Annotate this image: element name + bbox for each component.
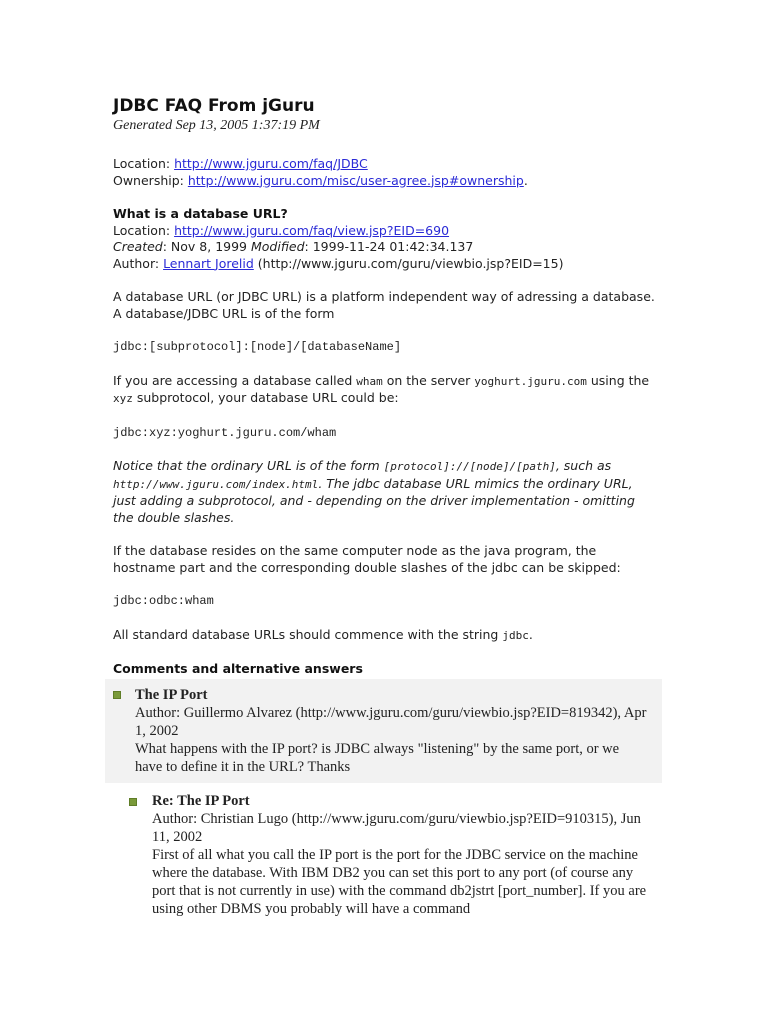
p5-text-b: . <box>528 626 533 642</box>
question-author-label: Author: <box>113 255 164 271</box>
code-example-1: jdbc:[subprotocol]:[node]/[databaseName] <box>113 340 402 354</box>
reply-title: Re: The IP Port <box>152 793 250 809</box>
reply-body-wrapper <box>152 792 652 918</box>
p2-code-subprotocol: xyz <box>113 392 133 405</box>
ownership-line <box>113 173 658 190</box>
comment-author: Author: Guillermo Alvarez (http://www.jguru.com/guru/viewbio.jsp?EID=819342), Apr 1, 2002 <box>135 705 647 739</box>
ownership-label: Ownership: <box>113 172 188 188</box>
bullet-icon <box>113 691 121 699</box>
question-location-label: Location: <box>113 222 175 238</box>
comment-title: The IP Port <box>135 687 208 703</box>
created-label: Created <box>113 239 163 254</box>
question-author-line <box>113 256 658 273</box>
page-title: JDBC FAQ From jGuru <box>113 96 315 116</box>
p2-code-database: wham <box>356 374 383 388</box>
answer-paragraph-2 <box>113 373 658 408</box>
question-author-suffix: (http://www.jguru.com/guru/viewbio.jsp?EID=15) <box>253 255 564 271</box>
comment-body-wrapper <box>135 686 650 776</box>
reply-item <box>105 792 662 922</box>
question-location-line <box>113 223 658 240</box>
location-link[interactable]: http://www.jguru.com/faq/JDBC <box>174 156 368 171</box>
modified-value: : 1999-11-24 01:42:34.137 <box>304 239 474 254</box>
p5-code-jdbc: jdbc <box>502 628 529 642</box>
modified-label: Modified <box>251 239 305 254</box>
ownership-suffix: . <box>523 172 528 188</box>
location-line <box>113 156 658 173</box>
answer-paragraph-4: If the database resides on the same computer node as the java program, the hostname part and the corresponding double slashes of the jdbc can be skipped: <box>113 543 621 575</box>
answer-paragraph-5 <box>113 627 658 645</box>
document-content <box>113 95 658 692</box>
p3-code-form: [protocol]://[node]/[path] <box>383 460 556 473</box>
p2-text-b: on the server <box>382 372 475 388</box>
created-value: : Nov 8, 1999 <box>162 239 251 254</box>
answer-paragraph-1: A database URL (or JDBC URL) is a platform independent way of adressing a database. A database/JDBC URL is of the form <box>113 289 655 321</box>
generated-timestamp: Generated Sep 13, 2005 1:37:19 PM <box>113 118 320 133</box>
p3-code-example-url: http://www.jguru.com/index.html <box>113 477 319 491</box>
question-author-link[interactable]: Lennart Jorelid <box>163 255 254 271</box>
comments-heading: Comments and alternative answers <box>113 661 363 676</box>
created-modified-line <box>113 239 658 256</box>
comment-item <box>105 679 662 783</box>
p3-text-c: . The jdbc database URL mimics the ordinary URL, just adding a subprotocol, and - depending on the driver implementation - omitting the double slashes. <box>113 475 635 525</box>
answer-paragraph-3 <box>113 458 658 526</box>
question-heading: What is a database URL? <box>113 206 288 221</box>
p3-text-b: , such as <box>555 458 612 473</box>
p2-text-c: using the <box>586 372 650 388</box>
p2-text-d: subprotocol, your database URL could be: <box>132 390 399 405</box>
reply-author: Author: Christian Lugo (http://www.jguru.com/guru/viewbio.jsp?EID=910315), Jun 11, 2002 <box>152 811 641 845</box>
question-location-link[interactable]: http://www.jguru.com/faq/view.jsp?EID=690 <box>174 222 450 238</box>
p2-code-server: yoghurt.jguru.com <box>474 374 587 388</box>
p2-text-a: If you are accessing a database called <box>113 372 357 388</box>
ownership-link[interactable]: http://www.jguru.com/misc/user-agree.jsp#ownership <box>187 172 524 188</box>
location-label: Location: <box>113 156 175 171</box>
p5-text-a: All standard database URLs should commence with the string <box>113 626 503 642</box>
bullet-icon <box>129 798 137 806</box>
p3-text-a: Notice that the ordinary URL is of the form <box>113 458 384 473</box>
code-example-3: jdbc:odbc:wham <box>113 594 214 608</box>
reply-text: First of all what you call the IP port is the port for the JDBC service on the machine where the database. With IBM DB2 you can set this port to any port (of course any port that is not currently in use) with the command db2jstrt [port_number]. If you are using other DBMS you probably will have a command <box>152 847 647 917</box>
comment-text: What happens with the IP port? is JDBC always "listening" by the same port, or we have to define it in the URL? Thanks <box>135 741 620 775</box>
code-example-2: jdbc:xyz:yoghurt.jguru.com/wham <box>113 425 337 440</box>
